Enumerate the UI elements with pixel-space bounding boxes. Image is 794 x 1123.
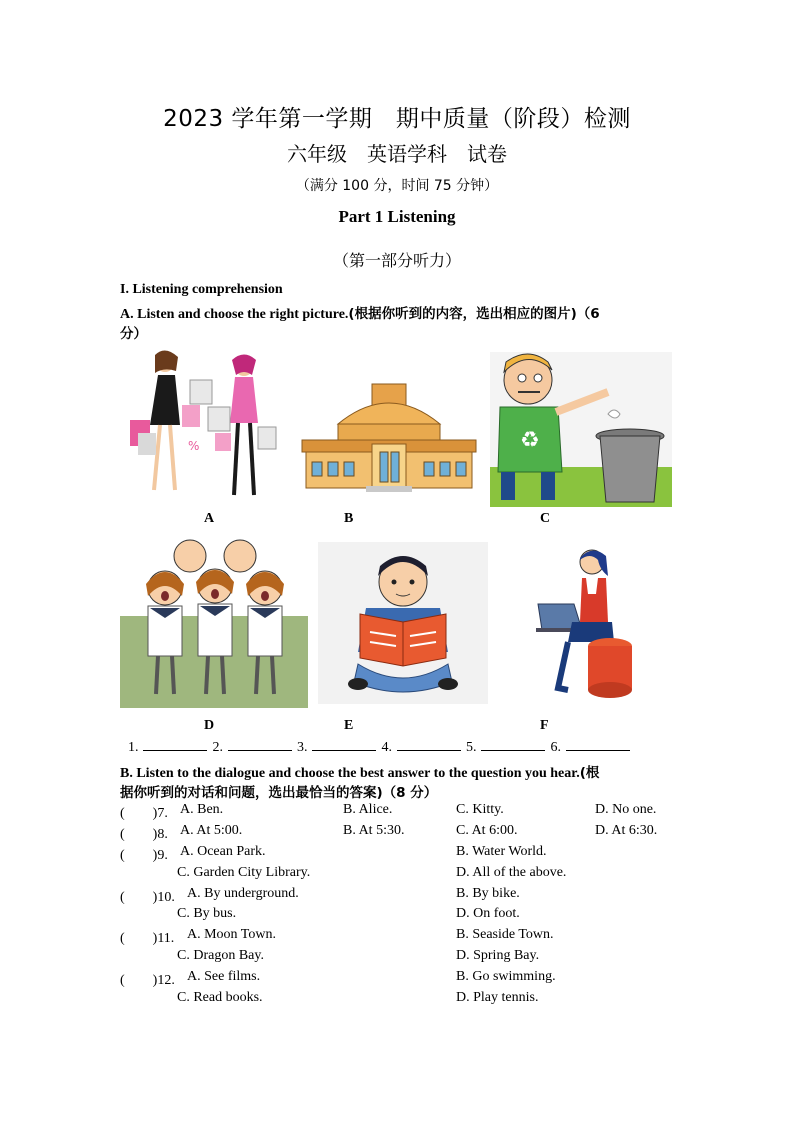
question-11-option-c[interactable]: C. Dragon Bay. [177,948,264,963]
question-9-option-b[interactable]: B. Water World. [456,844,547,859]
section-b-heading: B. Listen to the dialogue and choose the best answer to the question you hear.(根 [120,765,600,781]
question-11-number: ( )11. [120,931,175,946]
section-b-heading-en: B. Listen to the dialogue and choose the best answer to the question you hear. [120,766,580,781]
section-a-heading-cn: (根据你听到的内容，选出相应的图片)（6 [348,306,600,322]
question-12-option-b[interactable]: B. Go swimming. [456,969,556,984]
question-8-option-c[interactable]: C. At 6:00. [456,823,518,838]
question-7-option-c[interactable]: C. Kitty. [456,802,504,817]
question-10-option-a[interactable]: A. By underground. [187,886,299,901]
picture-c-recycling [490,352,672,507]
picture-label-d: D [204,718,215,733]
svg-text:♻: ♻ [520,428,540,453]
exam-title: 2023 学年第一学期 期中质量（阶段）检测 [163,106,631,132]
answer-blank-6[interactable] [566,738,630,751]
picture-label-f: F [540,718,549,733]
section-a-heading-en: A. Listen and choose the right picture. [120,307,349,322]
part-title: Part 1 Listening [338,207,456,226]
question-9-option-c[interactable]: C. Garden City Library. [177,865,311,880]
answer-blank-1[interactable] [143,738,207,751]
picture-label-b: B [344,511,354,526]
question-10-option-b[interactable]: B. By bike. [456,886,520,901]
question-7-option-a[interactable]: A. Ben. [180,802,224,817]
question-9-option-d[interactable]: D. All of the above. [456,865,567,880]
picture-label-c: C [540,511,551,526]
question-12-option-d[interactable]: D. Play tennis. [456,990,539,1005]
question-7-option-b[interactable]: B. Alice. [343,802,393,817]
exam-info: （满分 100 分，时间 75 分钟） [295,178,499,194]
question-11-option-d[interactable]: D. Spring Bay. [456,948,540,963]
picture-label-e: E [344,718,354,733]
section-a-heading-cont: 分） [120,326,147,342]
question-12-number: ( )12. [120,973,175,988]
answer-blank-4[interactable] [397,738,461,751]
question-11-option-a[interactable]: A. Moon Town. [187,927,276,942]
section-heading: I. Listening comprehension [120,282,283,297]
answer-blank-2[interactable] [228,738,292,751]
question-12-option-a[interactable]: A. See films. [187,969,261,984]
question-10-option-d[interactable]: D. On foot. [456,906,520,921]
section-a-heading [120,302,680,323]
question-10-option-c[interactable]: C. By bus. [177,906,237,921]
picture-b-library [300,382,478,494]
picture-f-laptop [528,542,636,700]
exam-subtitle: 六年级 英语学科 试卷 [287,142,507,166]
question-9-number: ( )9. [120,848,168,863]
question-8-option-b[interactable]: B. At 5:30. [343,823,405,838]
svg-text:%: % [188,439,200,453]
question-8-option-a[interactable]: A. At 5:00. [180,823,243,838]
question-12-option-c[interactable]: C. Read books. [177,990,263,1005]
part-title-cn: （第一部分听力） [332,251,461,270]
answer-blank-5[interactable] [481,738,545,751]
question-8-option-d[interactable]: D. At 6:30. [595,823,658,838]
section-b-heading-cont: 据你听到的对话和问题，选出最恰当的答案)（8 分） [120,785,438,801]
question-11-option-b[interactable]: B. Seaside Town. [456,927,554,942]
picture-a-shopping [120,345,288,503]
picture-label-a: A [204,511,215,526]
question-7-number: ( )7. [120,806,168,821]
picture-e-reading [318,542,488,704]
question-8-number: ( )8. [120,827,168,842]
picture-d-choir [120,536,308,708]
question-7-option-d[interactable]: D. No one. [595,802,657,817]
answer-blank-3[interactable] [312,738,376,751]
answer-blanks: 1. 2. 3. 4. 5. 6. [128,738,632,756]
question-10-number: ( )10. [120,890,175,905]
question-9-option-a[interactable]: A. Ocean Park. [180,844,266,859]
